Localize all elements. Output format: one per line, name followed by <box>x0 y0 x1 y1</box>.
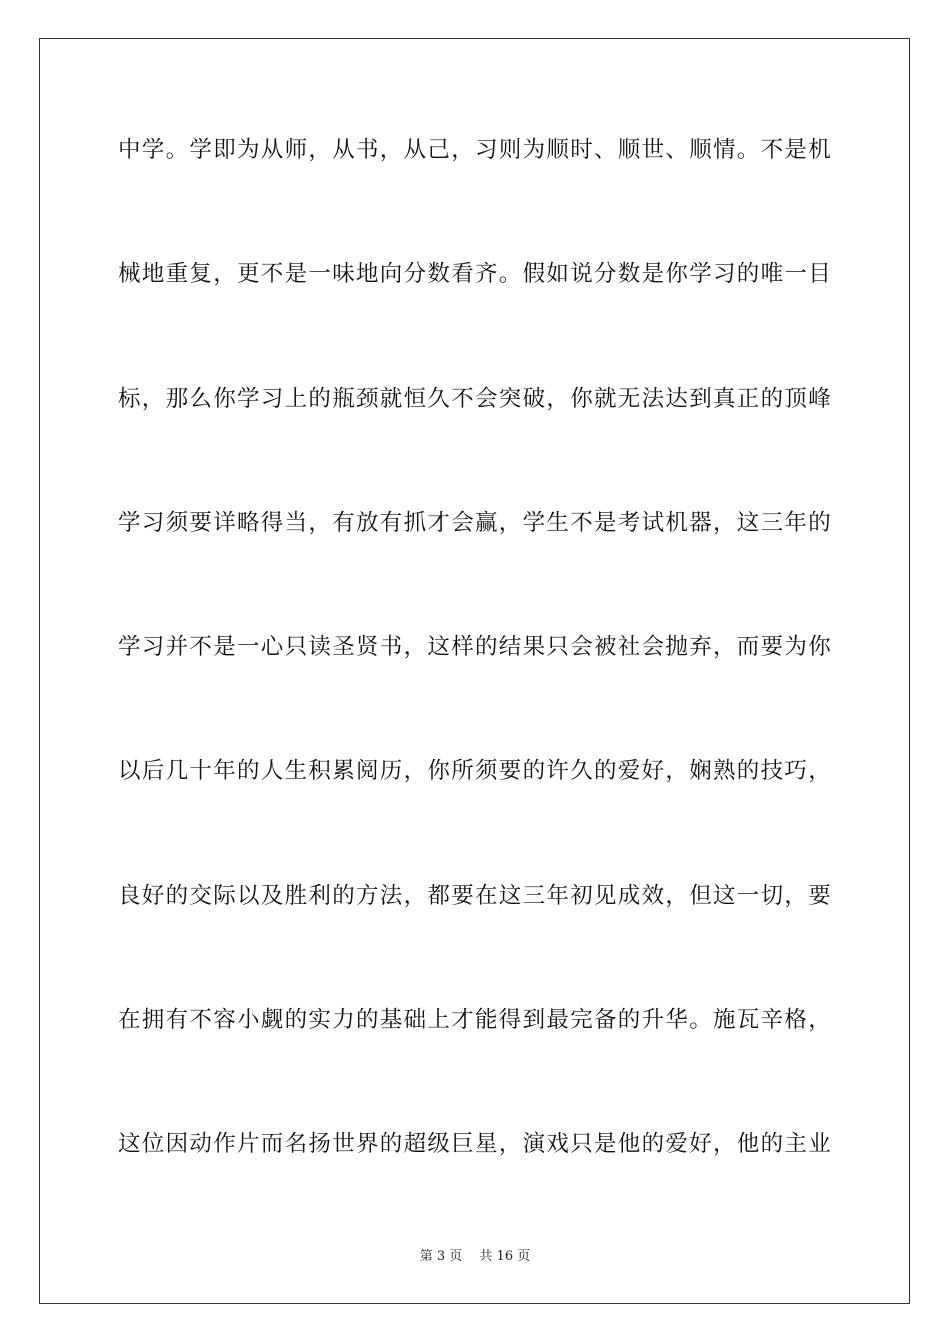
text-line: 在拥有不容小觑的实力的基础上才能得到最完备的升华。施瓦辛格， <box>118 1007 833 1034</box>
page-number-footer: 第 3 页 共 16 页 <box>419 1249 531 1264</box>
text-line: 学习并不是一心只读圣贤书，这样的结果只会被社会抛弃，而要为你 <box>118 634 833 661</box>
text-line: 械地重复，更不是一味地向分数看齐。假如说分数是你学习的唯一目 <box>118 261 833 288</box>
document-body <box>118 120 836 1239</box>
text-line: 标，那么你学习上的瓶颈就恒久不会突破，你就无法达到真正的顶峰 <box>118 385 833 412</box>
text-line: 良好的交际以及胜利的方法，都要在这三年初见成效，但这一切，要 <box>118 882 833 909</box>
text-line: 中学。学即为从师，从书，从己，习则为顺时、顺世、顺情。不是机 <box>118 137 833 163</box>
text-line: 以后几十年的人生积累阅历，你所须要的许久的爱好，娴熟的技巧， <box>118 758 833 785</box>
text-line: 学习须要详略得当，有放有抓才会赢，学生不是考试机器，这三年的 <box>118 509 833 536</box>
text-line: 这位因动作片而名扬世界的超级巨星，演戏只是他的爱好，他的主业 <box>118 1131 833 1158</box>
